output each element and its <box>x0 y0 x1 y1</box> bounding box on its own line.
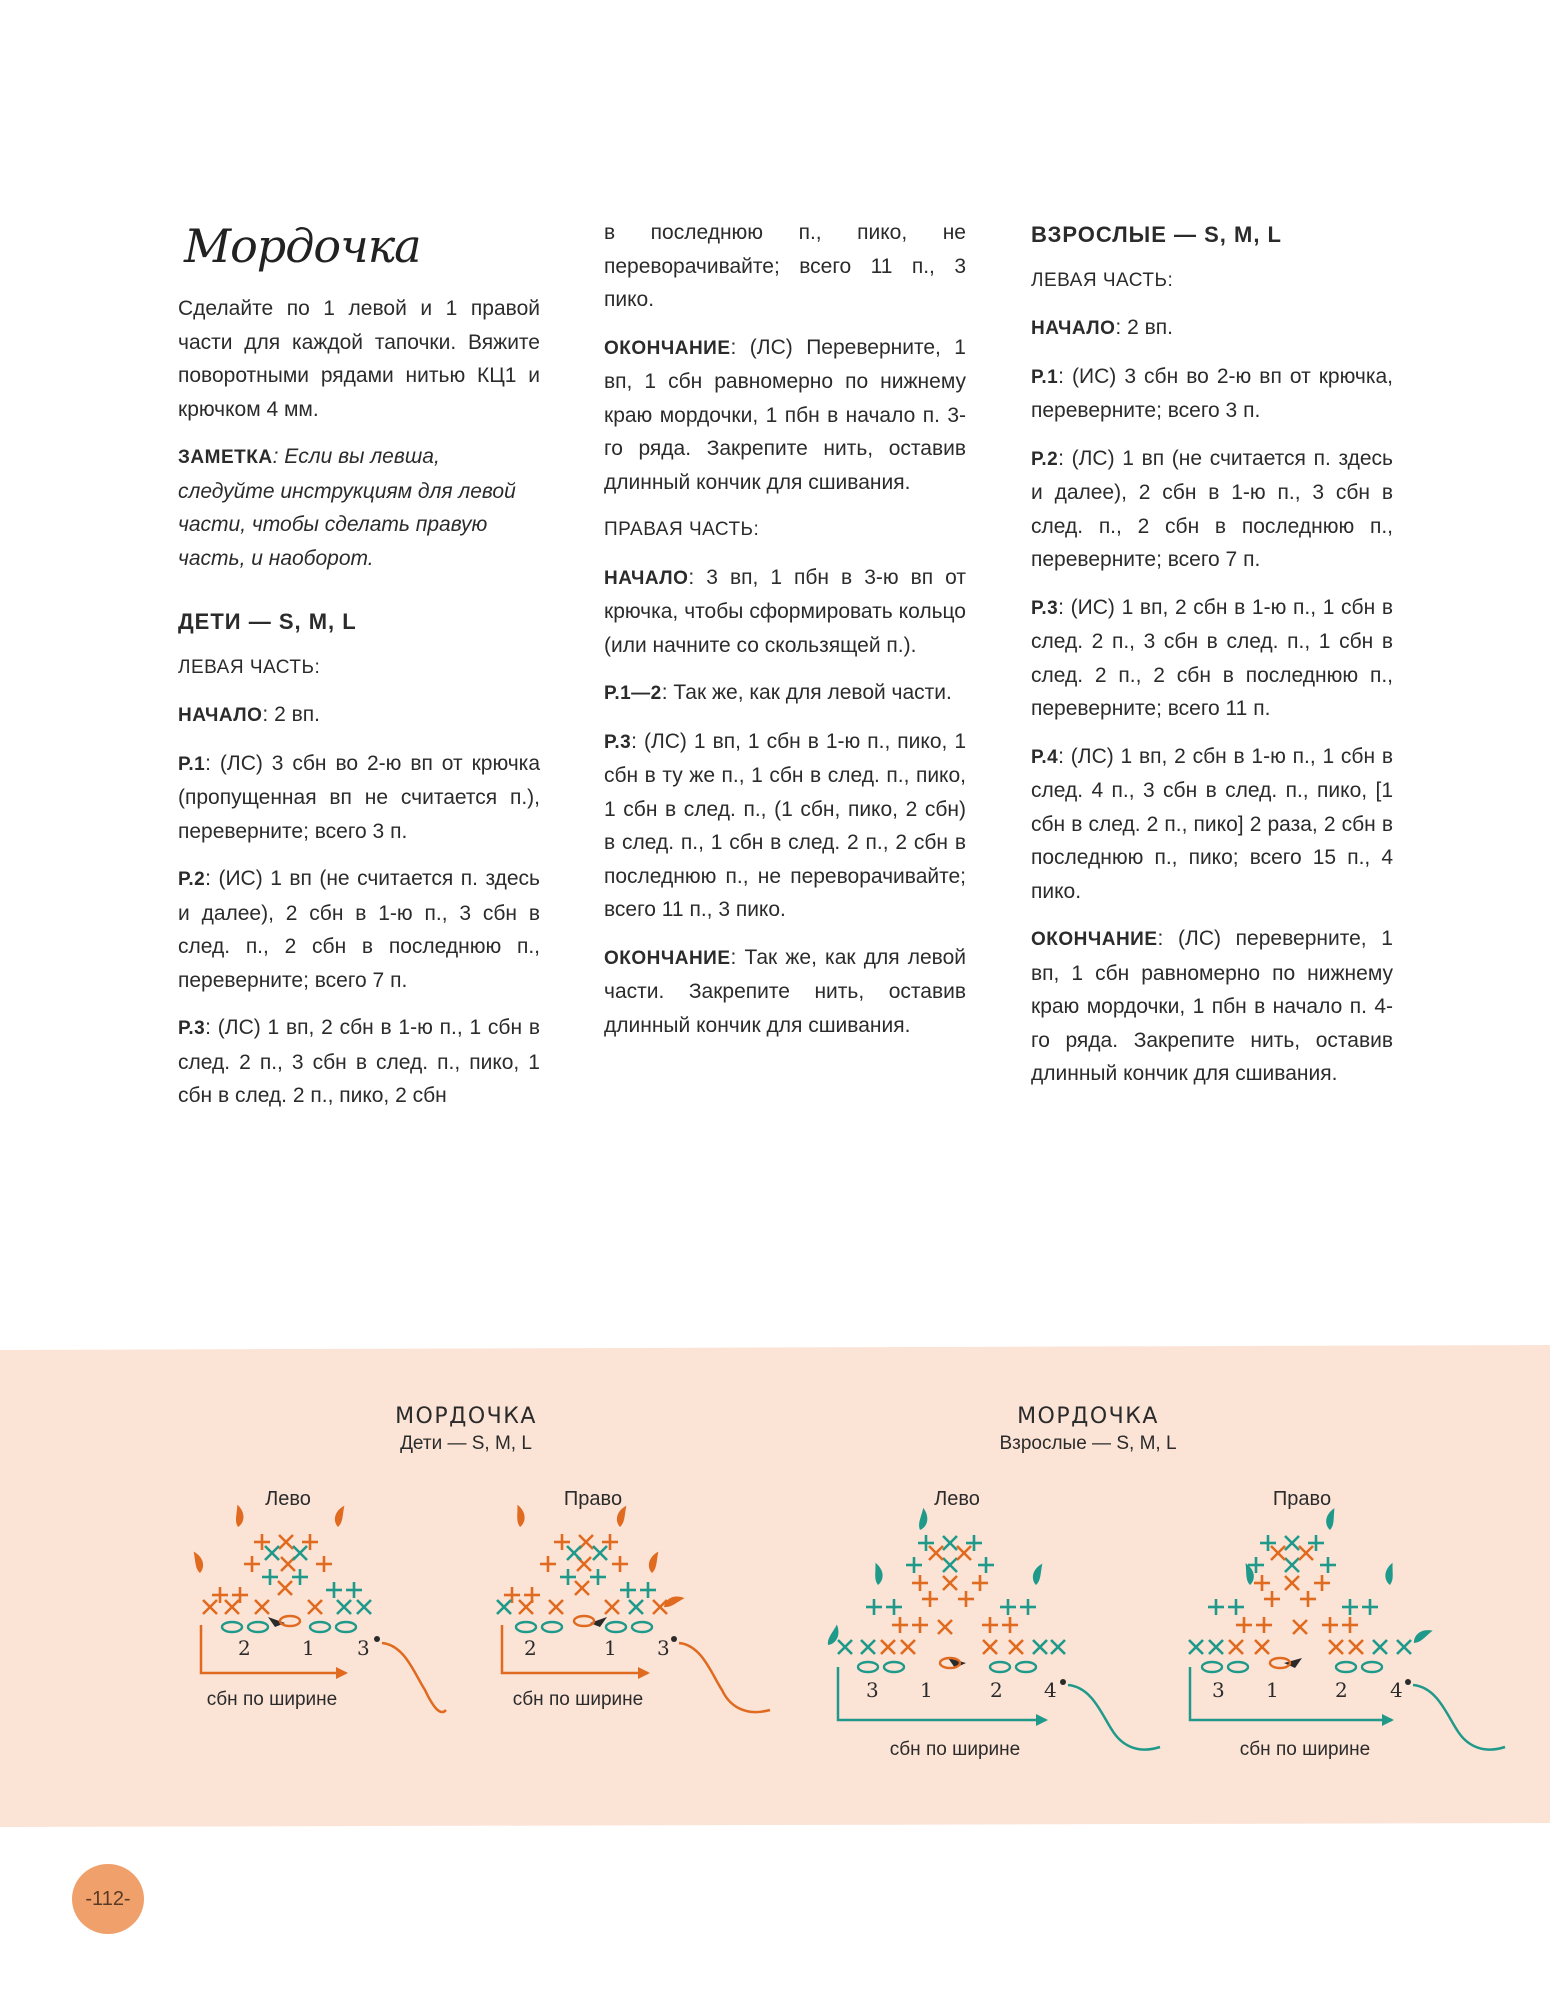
row1-paragraph <box>178 747 540 849</box>
adults-header: ВЗРОСЛЫЕ — S, M, L <box>1031 222 1282 247</box>
diagram-band <box>0 1345 1550 1827</box>
left-part-label: ЛЕВАЯ ЧАСТЬ: <box>1031 269 1174 291</box>
row3-text: : (ЛС) 1 вп, 1 сбн в 1-ю п., пико, 1 сбн в ту же п., 1 сбн в след. п., пико, 1 сбн в след. п., (1 сбн, пико, 2 сбн) в след. п., 1 сбн в след. 2 п., 2 сбн в последнюю п., не переворачивайте; всего 11 п., 3 пико. <box>604 729 966 921</box>
width-label: сбн по ширине <box>1239 1739 1371 1760</box>
left-part-label: ЛЕВАЯ ЧАСТЬ: <box>178 656 321 678</box>
row-number-2: 2 <box>524 1636 537 1660</box>
intro-paragraph: Сделайте по 1 левой и 1 правой части для каждой тапочки. Вяжите поворотными рядами нитью КЦ1 и крючком 4 мм. <box>178 297 540 421</box>
row1-paragraph <box>1031 360 1393 428</box>
finish-text: : (ЛС) Переверните, 1 вп, 1 сбн равномерно по нижнему краю мордочки, 1 пбн в начало п. 3-го ряда. Закрепите нить, оставив длинный кончик для сшивания. <box>604 335 966 494</box>
note-paragraph <box>178 440 540 575</box>
kids-header: ДЕТИ — S, M, L <box>178 609 357 634</box>
start-paragraph <box>604 561 966 663</box>
kids-diagram-subtitle: Дети — S, M, L <box>400 1433 532 1454</box>
row12-label: Р.1—2 <box>604 683 662 704</box>
row2-text: : (ЛС) 1 вп (не считается п. здесь и далее), 2 сбн в 1-ю п., 3 сбн в след. п., 2 сбн в последнюю п., переверните; всего 7 п. <box>1031 446 1393 571</box>
row-number-3: 3 <box>866 1678 879 1702</box>
start-dot <box>671 1636 677 1642</box>
start-label: НАЧАЛО <box>178 705 263 726</box>
row1-text: : (ИС) 3 сбн во 2-ю вп от крючка, переверните; всего 3 п. <box>1031 364 1393 422</box>
row3-label: Р.3 <box>604 731 632 753</box>
row12-text: : Так же, как для левой части. <box>661 681 952 704</box>
start-paragraph <box>178 698 540 733</box>
column-2 <box>604 216 966 1056</box>
row3-text: : (ИС) 1 вп, 2 сбн в 1-ю п., 1 сбн в след. 2 п., 3 сбн в след. п., 1 сбн в след. 2 п., 2 сбн в последнюю п., переверните; всего 11 п. <box>1031 595 1393 720</box>
finish-paragraph <box>604 331 966 500</box>
width-label: сбн по ширине <box>889 1739 1021 1760</box>
start-paragraph <box>1031 311 1393 346</box>
finish-text: : (ЛС) переверните, 1 вп, 1 сбн равномерно по нижнему краю мордочки, 1 пбн в начало п. 4-го ряда. Закрепите нить, оставив длинный кончик для сшивания. <box>1031 927 1393 1085</box>
row2-text: : (ИС) 1 вп (не считается п. здесь и далее), 2 сбн в 1-ю п., 3 сбн в след. п., 2 сбн в последнюю п., переверните; всего 7 п. <box>178 867 540 992</box>
section-title: Мордочка <box>184 219 421 273</box>
finish-paragraph <box>1031 922 1393 1091</box>
finish2-text: : Так же, как для левой части. Закрепите нить, оставив длинный кончик для сшивания. <box>604 945 966 1037</box>
row3-text: : (ЛС) 1 вп, 2 сбн в 1-ю п., 1 сбн в след. 2 п., 3 сбн в след. п., пико, 1 сбн в след. 2 п., пико, 2 сбн <box>178 1016 540 1107</box>
page-number: -112- <box>72 1864 144 1934</box>
row4-label: Р.4 <box>1031 746 1059 768</box>
row-number-1: 1 <box>920 1678 933 1702</box>
right-part-label: ПРАВАЯ ЧАСТЬ: <box>604 519 760 540</box>
adults-diagram-subtitle: Взрослые — S, M, L <box>999 1433 1177 1454</box>
row-number-2: 2 <box>990 1678 1003 1702</box>
row12-paragraph <box>604 676 966 711</box>
note-text: : Если вы левша, следуйте инструкциям для левой части, чтобы сделать правую часть, и наоборот. <box>178 445 516 570</box>
row4-paragraph <box>1031 740 1393 909</box>
row-number-1: 1 <box>302 1636 315 1660</box>
diagram-svg <box>0 1345 1550 1827</box>
note-label: ЗАМЕТКА <box>178 447 273 468</box>
row-number-1: 1 <box>604 1636 617 1660</box>
start-text: : 2 вп. <box>1115 316 1173 339</box>
adults-left-label: Лево <box>934 1488 980 1510</box>
row2-label: Р.2 <box>178 869 206 890</box>
start-text: : 2 вп. <box>262 703 320 726</box>
column-1 <box>178 216 540 1127</box>
row4-text: : (ЛС) 1 вп, 2 сбн в 1-ю п., 1 сбн в след. 4 п., 3 сбн в след. п., пико, [1 сбн в след. 2 п., пико] 2 раза, 2 сбн в последнюю п., пико; всего 15 п., 4 пико. <box>1031 744 1393 903</box>
row-number-4: 4 <box>1044 1678 1057 1702</box>
width-label: сбн по ширине <box>206 1689 338 1710</box>
finish2-paragraph <box>604 941 966 1043</box>
row2-paragraph <box>178 862 540 997</box>
row3-label: Р.3 <box>178 1018 206 1039</box>
adults-right-label: Право <box>1272 1488 1332 1510</box>
row1-label: Р.1 <box>178 753 206 775</box>
row3-label: Р.3 <box>1031 597 1059 619</box>
start-label: НАЧАЛО <box>1031 318 1116 339</box>
start-dot <box>1405 1679 1411 1685</box>
width-label: сбн по ширине <box>512 1689 644 1710</box>
start-text: : 3 вп, 1 пбн в 3-ю вп от крючка, чтобы сформировать кольцо (или начните со скользящей п.). <box>604 565 966 657</box>
row-number-1: 1 <box>1266 1678 1279 1702</box>
adults-diagram-title: МОРДОЧКА <box>1017 1404 1159 1429</box>
kids-right-label: Право <box>563 1488 623 1510</box>
row-number-3: 3 <box>657 1636 670 1660</box>
row-number-2: 2 <box>1335 1678 1348 1702</box>
finish-label: ОКОНЧАНИЕ <box>1031 929 1158 950</box>
row1-text: : (ЛС) 3 сбн во 2-ю вп от крючка (пропущенная вп не считается п.), переверните; всего 3 п. <box>178 751 540 843</box>
row3-paragraph <box>604 725 966 927</box>
row1-label: Р.1 <box>1031 366 1059 388</box>
column-3 <box>1031 216 1393 1105</box>
row2-paragraph <box>1031 442 1393 577</box>
start-dot <box>374 1636 380 1642</box>
row-number-2: 2 <box>238 1636 251 1660</box>
row-number-4: 4 <box>1390 1678 1403 1702</box>
kids-left-label: Лево <box>265 1488 311 1510</box>
row-number-3: 3 <box>1212 1678 1225 1702</box>
row3-paragraph <box>178 1011 540 1113</box>
start-dot <box>1060 1679 1066 1685</box>
kids-diagram-title: МОРДОЧКА <box>395 1404 537 1429</box>
row-number-3: 3 <box>357 1636 370 1660</box>
row2-label: Р.2 <box>1031 448 1059 470</box>
finish2-label: ОКОНЧАНИЕ <box>604 947 731 969</box>
row3-paragraph <box>1031 591 1393 726</box>
row3-continuation: в последнюю п., пико, не переворачивайте; всего 11 п., 3 пико. <box>604 221 966 311</box>
start-label: НАЧАЛО <box>604 567 689 589</box>
finish-label: ОКОНЧАНИЕ <box>604 337 731 359</box>
